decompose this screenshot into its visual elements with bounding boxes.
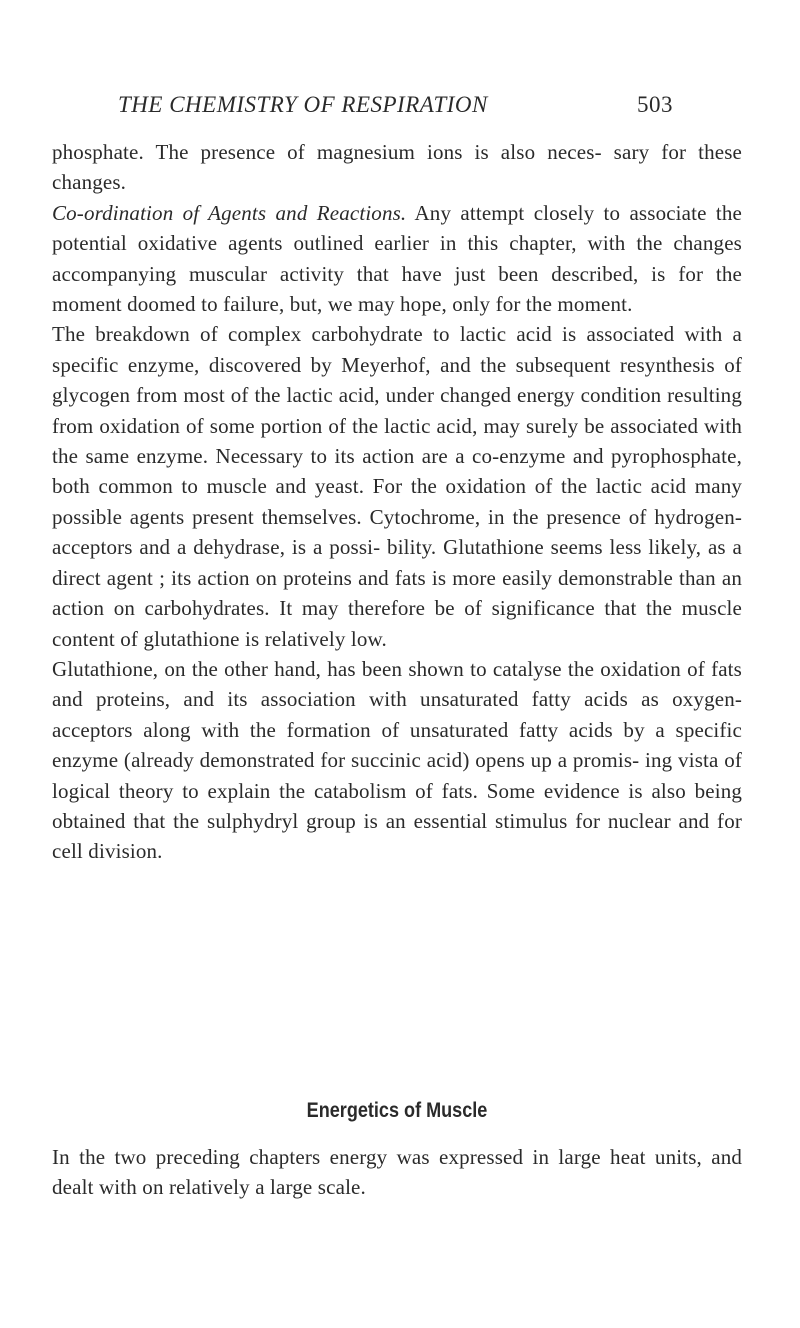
running-head — [118, 90, 673, 120]
paragraph-2 — [52, 198, 742, 320]
running-title: THE CHEMISTRY OF RESPIRATION — [118, 92, 488, 117]
paragraph-3: The breakdown of complex carbohydrate to lactic acid is associated with a specific enzyme, discovered by Meyerhof, and the subsequent resynthesis of glycogen from most of the lactic acid, under changed energy condition resulting from oxidation of some portion of the lactic acid, may surely be associated with the same enzyme. Necessary to its action are a co-enzyme and pyrophosphate, both common to muscle and yeast. For the oxidation of the lactic acid many possible agents present themselves. Cytochrome, in the presence of hydrogen-acceptors and a dehydrase, is a possi- bility. Glutathione seems less likely, as a direct agent ; its action on proteins and fats is more easily demonstrable than an action on carbohydrates. It may therefore be of significance that the muscle content of glutathione is relatively low. — [52, 322, 742, 651]
page-number: 503 — [637, 92, 673, 117]
paragraph-2-lead: Co-ordination of Agents and Reactions. — [52, 200, 407, 225]
section-paragraph-1: In the two preceding chapters energy was expressed in large heat units, and dealt with on relatively a large scale. — [52, 1145, 742, 1200]
section-heading: Energetics of Muscle — [306, 1099, 488, 1122]
section-text — [52, 1142, 742, 1203]
paragraph-2-text: Any attempt closely to associate the potential oxidative agents outlined earlier in this chapter, with the changes accompanying muscular activity that have just been described, is for the moment doomed to failure, but, we may hope, only for the moment. — [52, 200, 742, 317]
paragraph-1: phosphate. The presence of magnesium ions is also neces- sary for these changes. — [52, 140, 742, 195]
paragraph-4: Glutathione, on the other hand, has been shown to catalyse the oxidation of fats and proteins, and its association with unsaturated fatty acids as oxygen-acceptors along with the formation of unsaturated fatty acids by a specific enzyme (already demonstrated for succinic acid) opens up a promis- ing vista of logical theory to explain the catabolism of fats. Some evidence is also being obtained that the sulphydryl group is an essential stimulus for nuclear and for cell division. — [52, 656, 742, 864]
body-text — [52, 137, 742, 867]
